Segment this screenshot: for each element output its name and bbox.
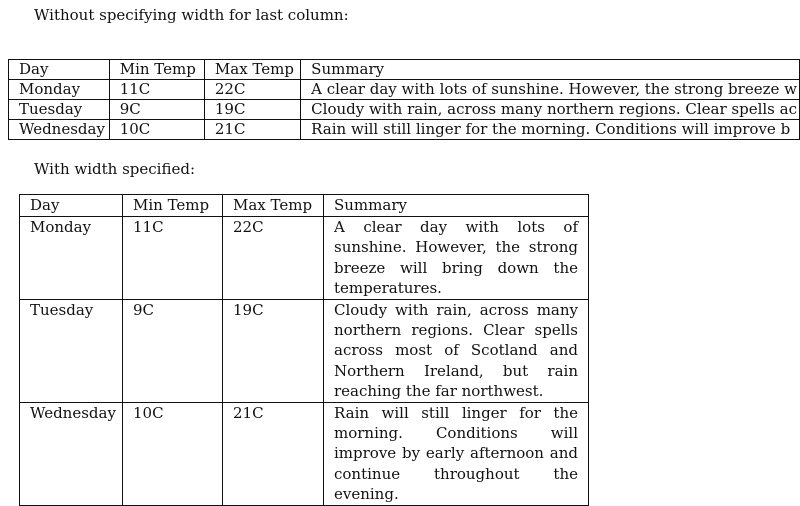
header-summary: Summary bbox=[324, 195, 589, 217]
cell-day: Tuesday bbox=[9, 100, 110, 120]
cell-min-temp: 11C bbox=[109, 80, 204, 100]
header-summary: Summary bbox=[301, 60, 800, 80]
table-row bbox=[20, 217, 589, 300]
cell-min-temp: 9C bbox=[123, 299, 223, 402]
cell-summary: A clear day with lots of sunshine. However, the strong breeze w bbox=[301, 80, 800, 100]
cell-max-temp: 22C bbox=[204, 80, 300, 100]
cell-min-temp: 10C bbox=[123, 402, 223, 505]
table-specified-width bbox=[19, 194, 589, 506]
cell-max-temp: 22C bbox=[223, 217, 324, 300]
table-unspecified-width bbox=[8, 59, 800, 140]
cell-summary: Cloudy with rain, across many northern regions. Clear spells ac bbox=[301, 100, 800, 120]
caption-without-width: Without specifying width for last column: bbox=[34, 6, 349, 24]
cell-min-temp: 9C bbox=[109, 100, 204, 120]
cell-summary: Cloudy with rain, across many northern regions. Clear spells across most of Scotland and Northern Ireland, but rain reaching the far northwest. bbox=[324, 299, 589, 402]
header-day: Day bbox=[20, 195, 123, 217]
cell-day: Monday bbox=[9, 80, 110, 100]
table-row bbox=[9, 80, 800, 100]
cell-max-temp: 21C bbox=[223, 402, 324, 505]
cell-summary: A clear day with lots of sunshine. However, the strong breeze will bring down the temperatures. bbox=[324, 217, 589, 300]
header-max-temp: Max Temp bbox=[204, 60, 300, 80]
table-row bbox=[9, 100, 800, 120]
cell-summary: Rain will still linger for the morning. Conditions will improve b bbox=[301, 120, 800, 140]
cell-day: Tuesday bbox=[20, 299, 123, 402]
cell-summary: Rain will still linger for the morning. Conditions will improve by early afternoon and continue throughout the evening. bbox=[324, 402, 589, 505]
cell-min-temp: 10C bbox=[109, 120, 204, 140]
cell-min-temp: 11C bbox=[123, 217, 223, 300]
cell-max-temp: 19C bbox=[223, 299, 324, 402]
cell-max-temp: 21C bbox=[204, 120, 300, 140]
cell-max-temp: 19C bbox=[204, 100, 300, 120]
table-row bbox=[20, 299, 589, 402]
cell-day: Wednesday bbox=[9, 120, 110, 140]
caption-with-width: With width specified: bbox=[34, 160, 196, 178]
header-max-temp: Max Temp bbox=[223, 195, 324, 217]
header-min-temp: Min Temp bbox=[109, 60, 204, 80]
header-day: Day bbox=[9, 60, 110, 80]
table-row bbox=[9, 120, 800, 140]
cell-day: Wednesday bbox=[20, 402, 123, 505]
table-row bbox=[20, 402, 589, 505]
table-header-row bbox=[20, 195, 589, 217]
header-min-temp: Min Temp bbox=[123, 195, 223, 217]
cell-day: Monday bbox=[20, 217, 123, 300]
table-header-row bbox=[9, 60, 800, 80]
